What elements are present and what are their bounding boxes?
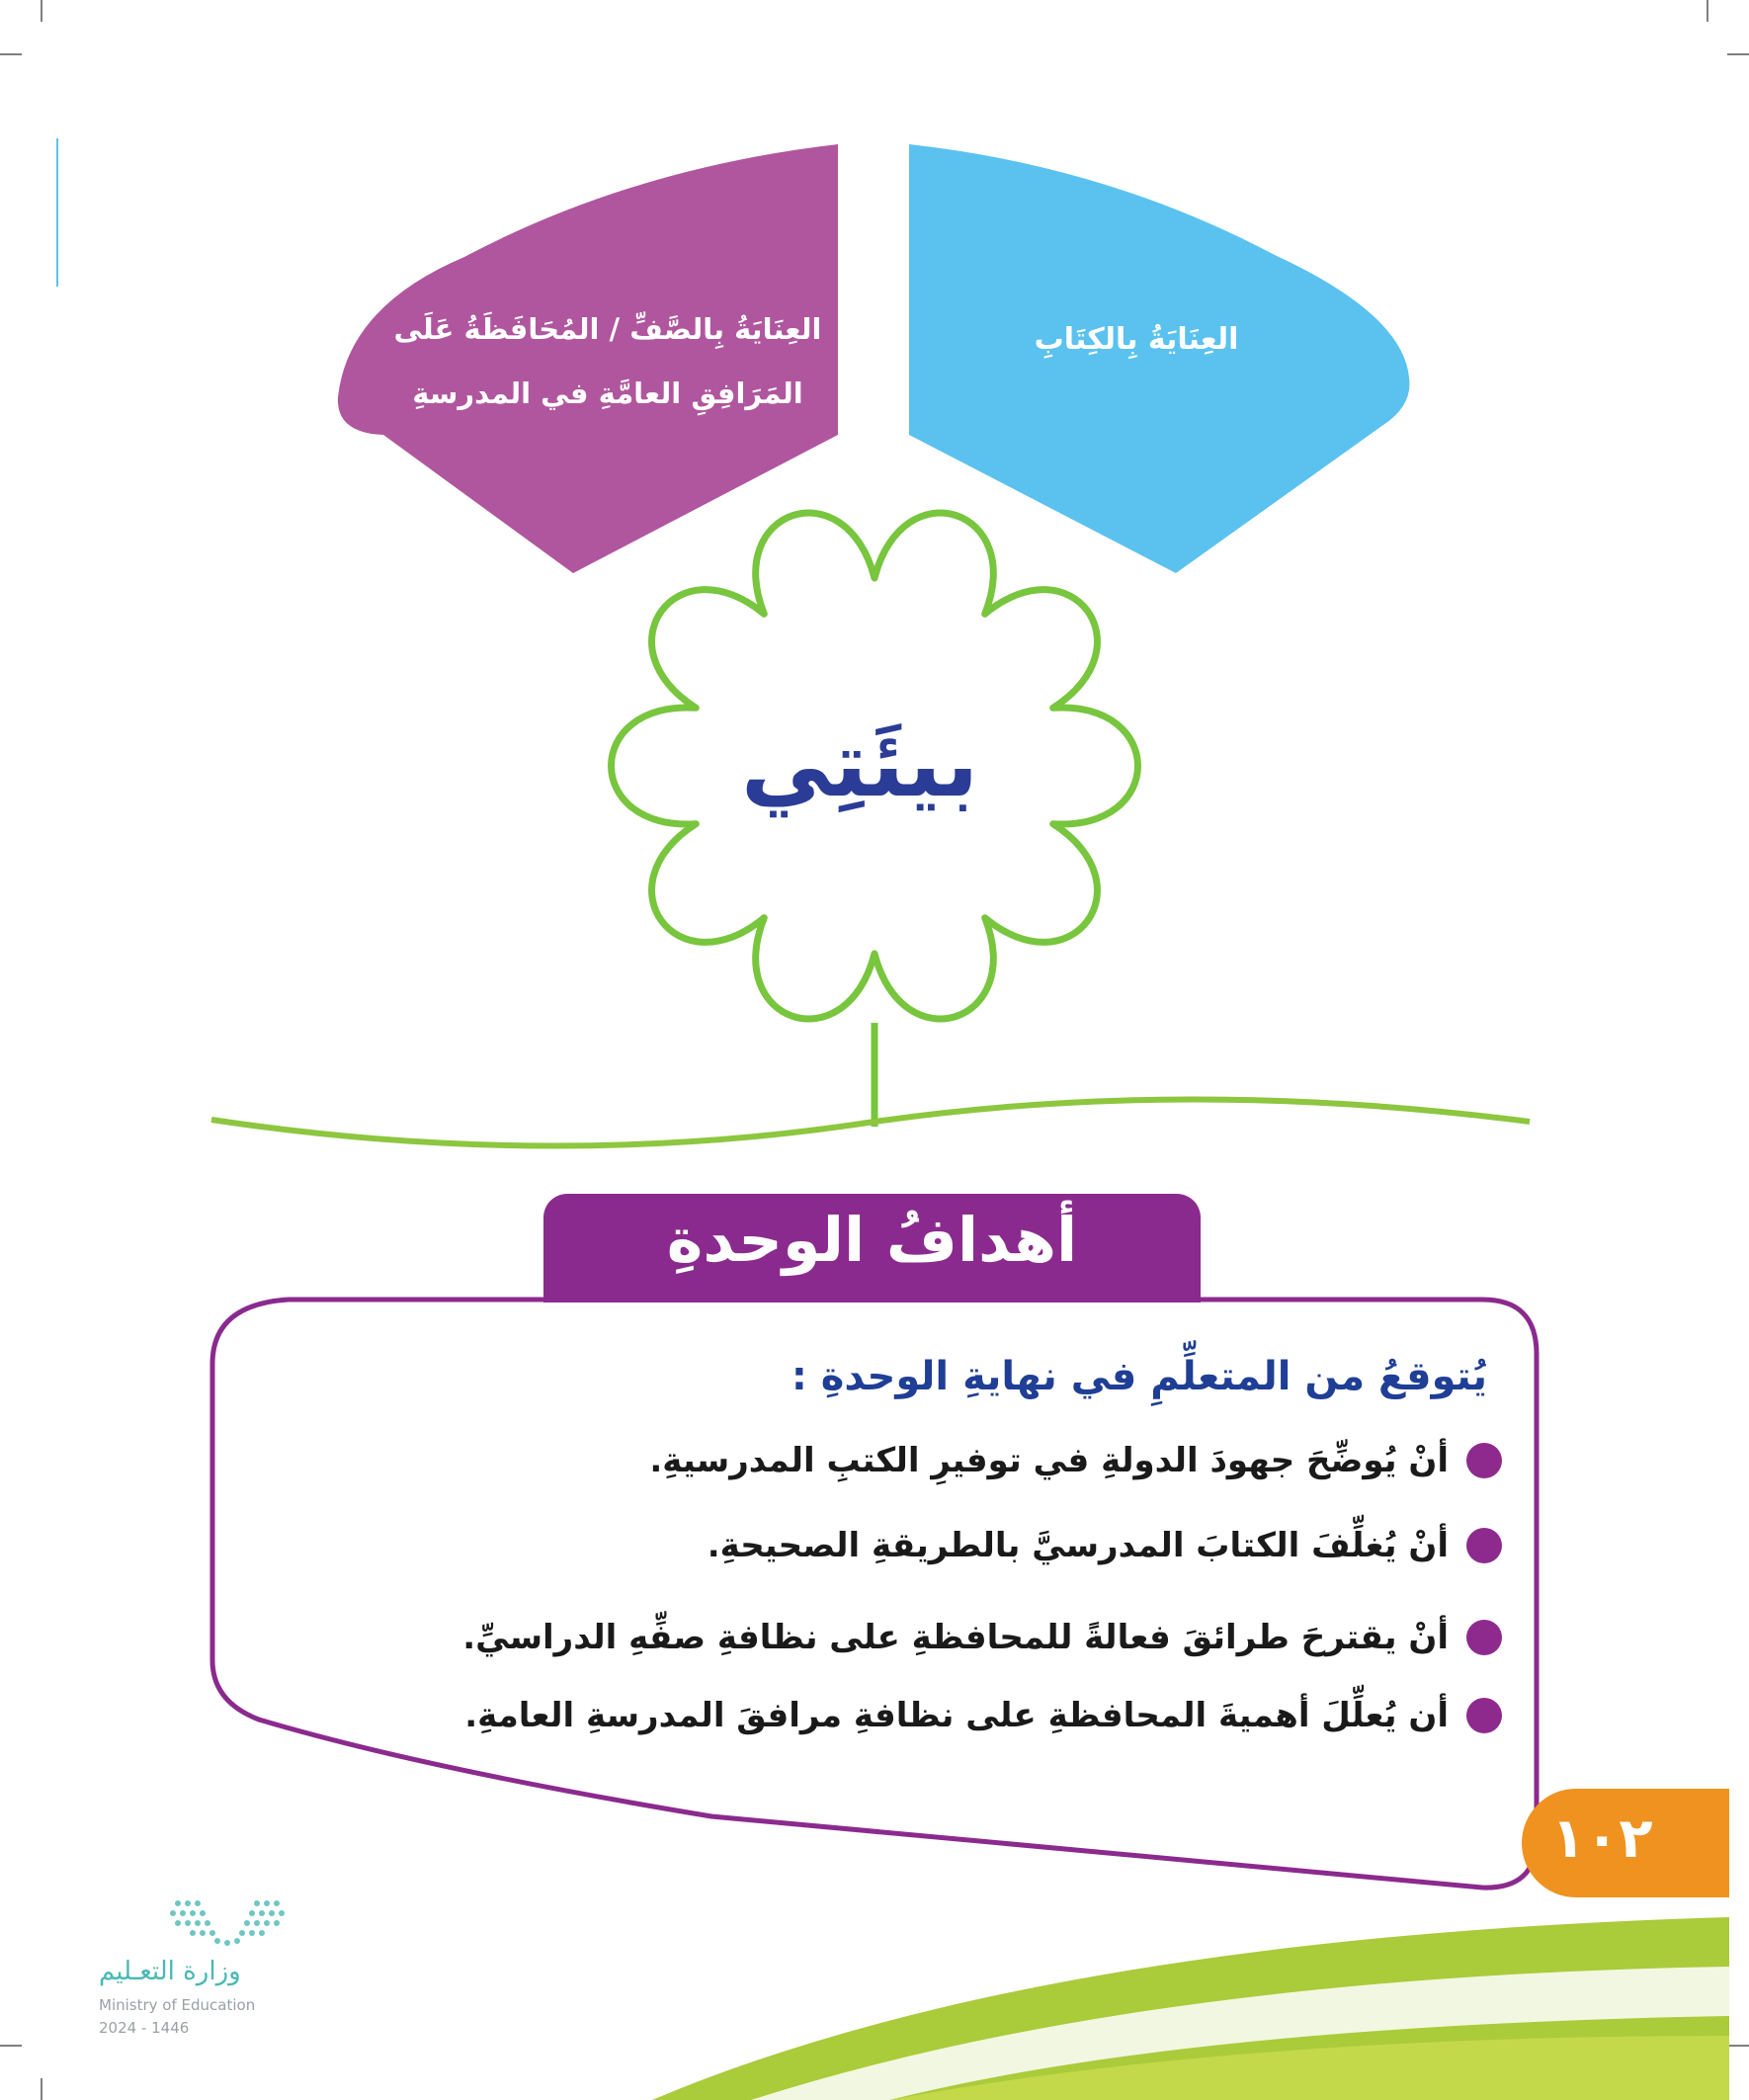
blue-petal-label: العِنَايَةُ بِالكِتَابِ — [1034, 322, 1239, 357]
unit-title: بيئَتِي — [740, 712, 979, 817]
objective-text: أنْ يقترحَ طرائقَ فعالةً للمحافظةِ على نظافةِ صفِّهِ الدراسيِّ. — [462, 1618, 1449, 1657]
purple-petal-label-line2: المَرَافِقِ العامَّةِ في المدرسةِ — [412, 377, 803, 410]
goals-title: أهدافُ الوحدةِ — [666, 1204, 1078, 1276]
ministry-name-english: Ministry of Education — [99, 1996, 256, 2014]
edition-year: 2024 - 1446 — [99, 2019, 190, 2037]
objective-text: أنْ يُغلِّفَ الكتابَ المدرسيَّ بالطريقةِ الصحيحةِ. — [707, 1526, 1449, 1565]
page-number: ١٠٢ — [1551, 1806, 1653, 1871]
objective-text: أنْ يُوضِّحَ جهودَ الدولةِ في توفيرِ الكتبِ المدرسيةِ. — [649, 1441, 1449, 1480]
ministry-name-arabic: وزارة التعـليم — [99, 1957, 241, 1986]
purple-petal-label-line1: العِنَايَةُ بِالصَّفِّ / المُحَافَظَةُ عَلَى — [393, 312, 822, 346]
goals-intro: يُتوقعُ من المتعلِّمِ في نهايةِ الوحدةِ : — [791, 1354, 1487, 1399]
objective-text: أن يُعلِّلَ أهميةَ المحافظةِ على نظافةِ مرافقَ المدرسةِ العامةِ. — [464, 1696, 1449, 1735]
